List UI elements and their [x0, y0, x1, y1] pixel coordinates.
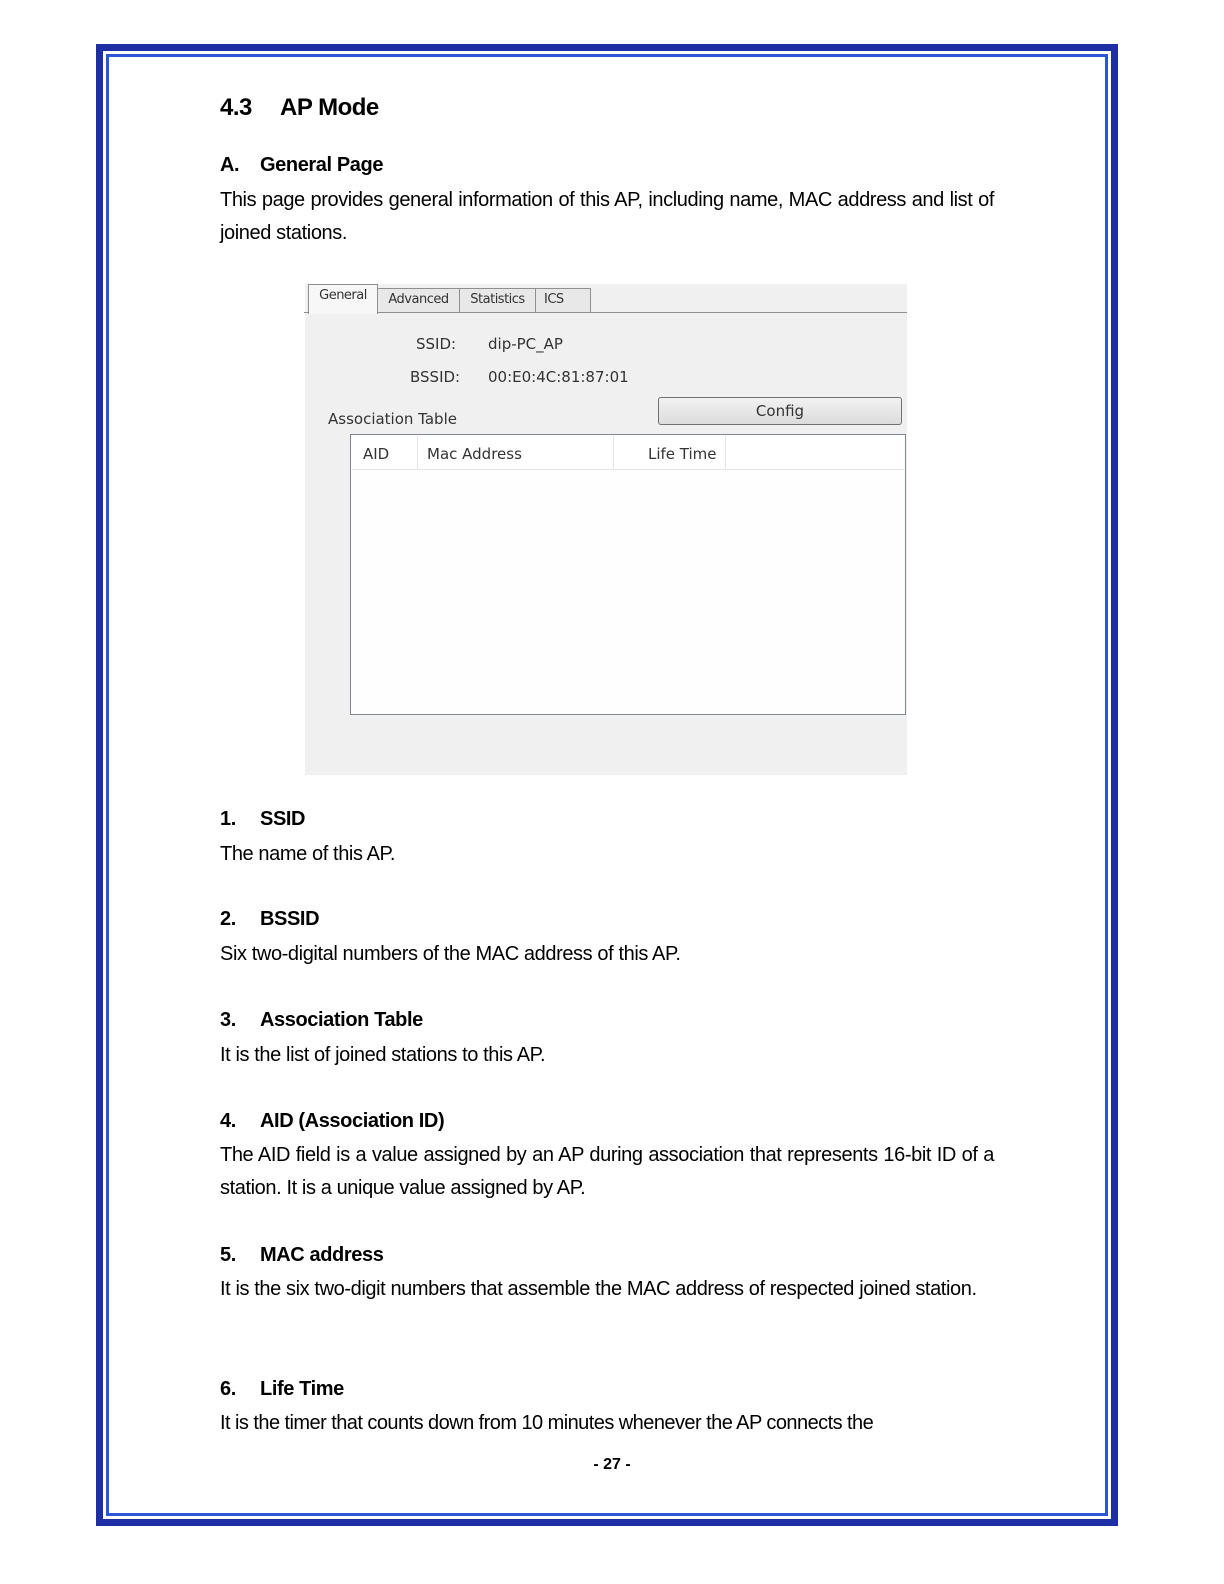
bssid-label: BSSID:: [410, 368, 461, 386]
ssid-value: dip-PC_AP: [488, 335, 563, 353]
tab-statistics[interactable]: Statistics: [459, 288, 536, 312]
tab-ics[interactable]: ICS: [535, 288, 591, 312]
section-heading: [220, 94, 379, 122]
ap-general-screenshot: [304, 284, 907, 775]
item-text-ssid: The name of this AP.: [220, 843, 396, 865]
tab-advanced[interactable]: Advanced: [377, 288, 460, 312]
bssid-value: 00:E0:4C:81:87:01: [488, 368, 629, 386]
item-text-aid: The AID field is a value assigned by an AP during association that represents 16-bit ID of a station. It is a unique value assigned by AP.: [220, 1144, 994, 1199]
item-heading-association-table: 3. Association Table: [220, 1009, 423, 1031]
config-button[interactable]: Config: [658, 397, 902, 425]
item-heading-mac-address: 5. MAC address: [220, 1244, 384, 1266]
subsection-heading: [220, 154, 383, 177]
section-title: AP Mode: [280, 94, 379, 121]
subsection-letter: A.: [220, 154, 240, 176]
item-text-mac-address: It is the six two-digit numbers that assemble the MAC address of respected joined station.: [220, 1278, 977, 1300]
item-text-association-table: It is the list of joined stations to this AP.: [220, 1044, 546, 1066]
column-life-time[interactable]: Life Time: [614, 436, 726, 469]
item-heading-ssid: 1. SSID: [220, 808, 306, 830]
tab-strip: [304, 284, 907, 313]
column-mac-address[interactable]: Mac Address: [418, 436, 614, 469]
page-number: - 27 -: [593, 1456, 631, 1473]
association-table-label: Association Table: [328, 410, 457, 428]
ssid-label: SSID:: [416, 335, 457, 353]
tab-general[interactable]: General: [308, 284, 378, 314]
item-text-life-time: It is the timer that counts down from 10 minutes whenever the AP connects the: [220, 1412, 874, 1434]
column-aid[interactable]: AID: [352, 436, 418, 469]
item-heading-bssid: 2. BSSID: [220, 908, 320, 930]
association-table-header: [352, 436, 904, 470]
intro-paragraph: This page provides general information of this AP, including name, MAC address and list of joined stations.: [220, 189, 994, 244]
item-heading-aid: 4. AID (Association ID): [220, 1110, 445, 1132]
association-table[interactable]: [350, 434, 906, 715]
item-text-bssid: Six two-digital numbers of the MAC address of this AP.: [220, 943, 681, 965]
item-heading-life-time: 6. Life Time: [220, 1378, 344, 1400]
section-number: 4.3: [220, 94, 252, 121]
subsection-title: General Page: [260, 154, 384, 176]
